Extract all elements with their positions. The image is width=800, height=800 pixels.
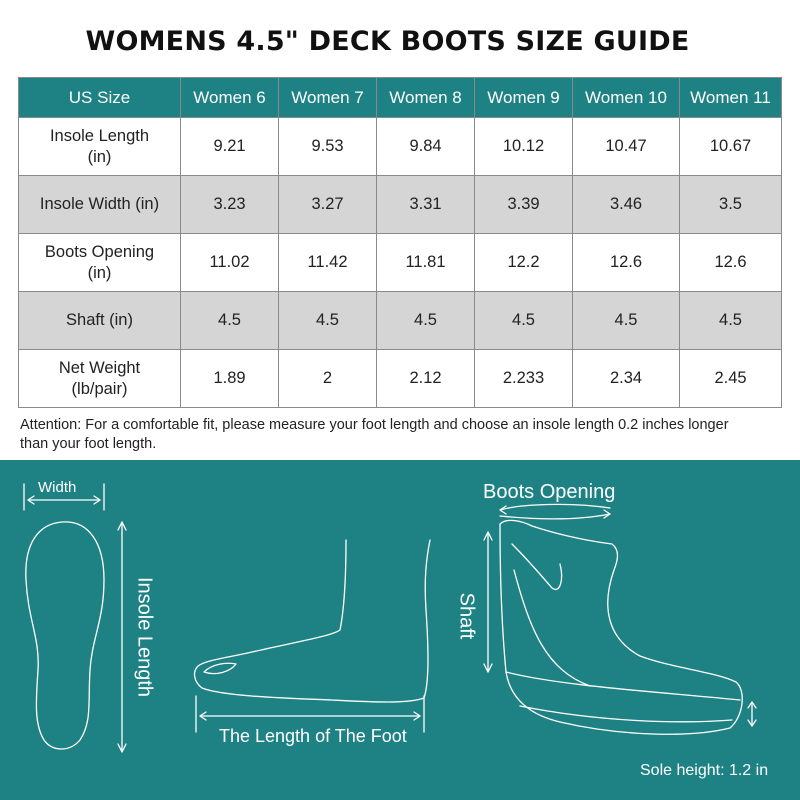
table-header-row — [19, 78, 782, 118]
header-us-size: US Size — [19, 78, 181, 118]
table-cell: 2 — [279, 350, 377, 408]
table-cell: 2.12 — [377, 350, 475, 408]
table-cell: 3.31 — [377, 176, 475, 234]
table-row — [19, 350, 782, 408]
table-row — [19, 176, 782, 234]
table-cell: 11.02 — [181, 234, 279, 292]
table-cell: 2.34 — [573, 350, 680, 408]
sole-height-label: Sole height: 1.2 in — [640, 762, 769, 779]
row-label-insole-width: Insole Width (in) — [19, 176, 181, 234]
shaft-dimension — [484, 532, 492, 672]
table-cell: 3.39 — [475, 176, 573, 234]
table-cell: 4.5 — [475, 292, 573, 350]
sole-height-dimension — [748, 702, 756, 726]
boot-outline — [500, 520, 742, 734]
table-cell: 12.2 — [475, 234, 573, 292]
table-cell: 3.27 — [279, 176, 377, 234]
table-cell: 2.45 — [680, 350, 782, 408]
table-cell: 10.47 — [573, 118, 680, 176]
table-cell: 4.5 — [279, 292, 377, 350]
table-cell: 10.67 — [680, 118, 782, 176]
table-cell: 11.81 — [377, 234, 475, 292]
header-size: Women 7 — [279, 78, 377, 118]
shaft-label: Shaft — [455, 592, 478, 640]
table-cell: 3.5 — [680, 176, 782, 234]
attention-note: Attention: For a comfortable fit, please measure your foot length and choose an insole length 0.2 inches longer than your foot length. — [20, 417, 729, 452]
boots-opening-arrows — [500, 504, 610, 518]
size-table — [18, 77, 782, 408]
header-size: Women 10 — [573, 78, 680, 118]
table-cell: 3.46 — [573, 176, 680, 234]
table-cell: 9.53 — [279, 118, 377, 176]
foot-length-label: The Length of The Foot — [219, 726, 407, 746]
diagram-illustration — [0, 460, 800, 800]
row-label-shaft: Shaft (in) — [19, 292, 181, 350]
table-cell: 4.5 — [573, 292, 680, 350]
table-cell: 4.5 — [377, 292, 475, 350]
table-row — [19, 118, 782, 176]
insole-length-dimension — [118, 522, 126, 752]
header-size: Women 8 — [377, 78, 475, 118]
table-cell: 2.233 — [475, 350, 573, 408]
insole-outline — [26, 522, 104, 749]
table-row — [19, 234, 782, 292]
table-cell: 11.42 — [279, 234, 377, 292]
page-title: WOMENS 4.5" DECK BOOTS SIZE GUIDE — [85, 26, 690, 57]
row-label-net-weight: Net Weight (lb/pair) — [19, 350, 181, 408]
header-size: Women 6 — [181, 78, 279, 118]
table-cell: 9.84 — [377, 118, 475, 176]
table-row — [19, 292, 782, 350]
width-label: Width — [38, 479, 77, 496]
table-cell: 12.6 — [680, 234, 782, 292]
row-label-insole-length: Insole Length (in) — [19, 118, 181, 176]
header-size: Women 11 — [680, 78, 782, 118]
table-cell: 3.23 — [181, 176, 279, 234]
foot-outline — [195, 540, 430, 702]
table-cell: 4.5 — [181, 292, 279, 350]
table-cell: 1.89 — [181, 350, 279, 408]
row-label-boots-opening: Boots Opening (in) — [19, 234, 181, 292]
boots-opening-label: Boots Opening — [483, 481, 616, 503]
table-cell: 4.5 — [680, 292, 782, 350]
measurement-diagram — [0, 460, 800, 800]
insole-length-label: Insole Length — [133, 576, 156, 698]
header-size: Women 9 — [475, 78, 573, 118]
table-cell: 10.12 — [475, 118, 573, 176]
table-cell: 9.21 — [181, 118, 279, 176]
table-cell: 12.6 — [573, 234, 680, 292]
